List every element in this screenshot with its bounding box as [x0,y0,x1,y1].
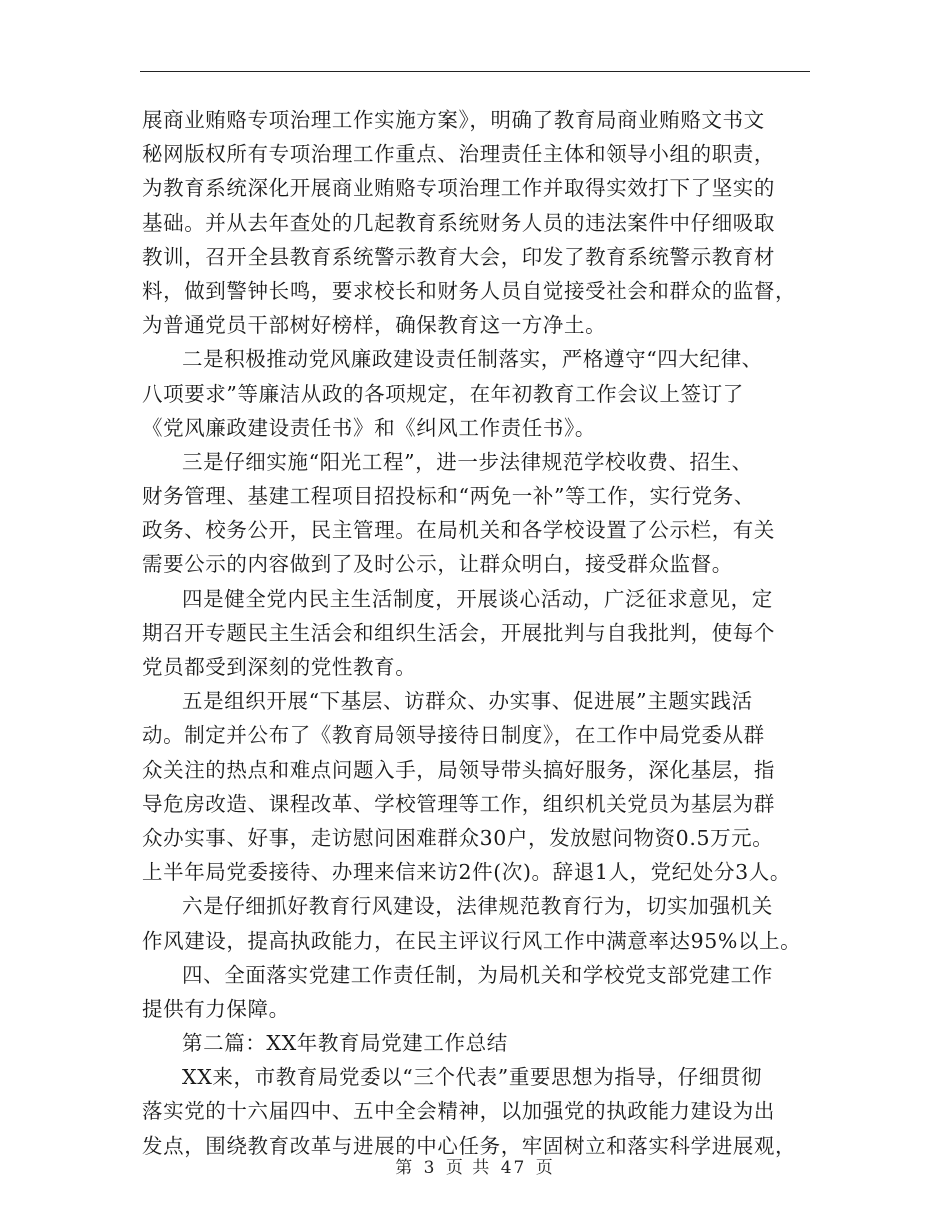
text-line: 财务管理、基建工程项目招投标和“两免一补”等工作，实行党务、 [142,484,755,509]
text-line: 四是健全党内民主生活制度，开展谈心活动，广泛征求意见，定 [182,586,773,611]
text-line: 政务、校务公开，民主管理。在局机关和各学校设置了公示栏，有关 [142,518,775,543]
text-line: 上半年局党委接待、办理来信来访2件(次)。辞退1人，党纪处分3人。 [142,860,791,885]
footer-mid: 页 共 [445,1158,492,1178]
footer-current-page: 3 [423,1158,437,1178]
header-rule [140,71,810,72]
text-line: 料，做到警钟长鸣，要求校长和财务人员自觉接受社会和群众的监督， [142,278,797,303]
footer-prefix: 第 [395,1158,415,1178]
text-line: 三是仔细实施“阳光工程”，进一步法律规范学校收费、招生、 [182,449,753,474]
text-line: 发点，围绕教育改革与进展的中心任务，牢固树立和落实科学进展观， [142,1133,797,1158]
text-line: 提供有力保障。 [142,996,290,1021]
text-line: 六是仔细抓好教育行风建设，法律规范教育行为，切实加强机关 [182,894,773,919]
text-line: 落实党的十六届四中、五中全会精神，以加强党的执政能力建设为出 [142,1099,775,1124]
text-line: 导危房改造、课程改革、学校管理等工作，组织机关党员为基层为群 [142,791,775,816]
text-line: XX来，市教育局党委以“三个代表”重要思想为指导，仔细贯彻 [182,1065,763,1090]
text-line: 作风建设，提高执政能力，在民主评议行风工作中满意率达95%以上。 [142,928,802,953]
footer-suffix: 页 [535,1158,555,1178]
text-line: 四、全面落实党建工作责任制，为局机关和学校党支部党建工作 [182,962,773,987]
text-line: 第二篇：XX年教育局党建工作总结 [182,1031,508,1056]
text-line: 《党风廉政建设责任书》和《纠风工作责任书》。 [142,415,596,440]
text-line: 众办实事、好事，走访慰问困难群众30户，发放慰问物资0.5万元。 [142,825,774,850]
text-line: 基础。并从去年查处的几起教育系统财务人员的违法案件中仔细吸取 [142,210,775,235]
document-body [142,103,832,1163]
text-line: 需要公示的内容做到了及时公示，让群众明白，接受群众监督。 [142,552,733,577]
text-line: 教训，召开全县教育系统警示教育大会，印发了教育系统警示教育材 [142,244,775,269]
text-line: 展商业贿赂专项治理工作实施方案》，明确了教育局商业贿赂文书文 [142,108,765,132]
page-footer [0,1153,950,1178]
text-line: 为普通党员干部树好榜样，确保教育这一方净土。 [142,313,607,338]
text-line: 动。制定并公布了《教育局领导接待日制度》，在工作中局党委从群 [142,723,765,748]
text-line: 为教育系统深化开展商业贿赂专项治理工作并取得实效打下了坚实的 [142,176,775,201]
text-line: 期召开专题民主生活会和组织生活会，开展批判与自我批判，使每个 [142,620,775,645]
text-line: 二是积极推动党风廉政建设责任制落实，严格遵守“四大纪律、 [182,347,763,372]
text-line: 五是组织开展“下基层、访群众、办实事、促进展”主题实践活 [182,689,753,714]
text-line: 秘网版权所有专项治理工作重点、治理责任主体和领导小组的职责， [142,142,775,167]
text-line: 党员都受到深刻的党性教育。 [142,655,417,679]
text-line: 众关注的热点和难点问题入手，局领导带头搞好服务，深化基层，指 [142,757,775,782]
text-line: 八项要求”等廉洁从政的各项规定，在年初教育工作会议上签订了 [142,381,744,406]
footer-total-pages: 47 [500,1158,527,1178]
